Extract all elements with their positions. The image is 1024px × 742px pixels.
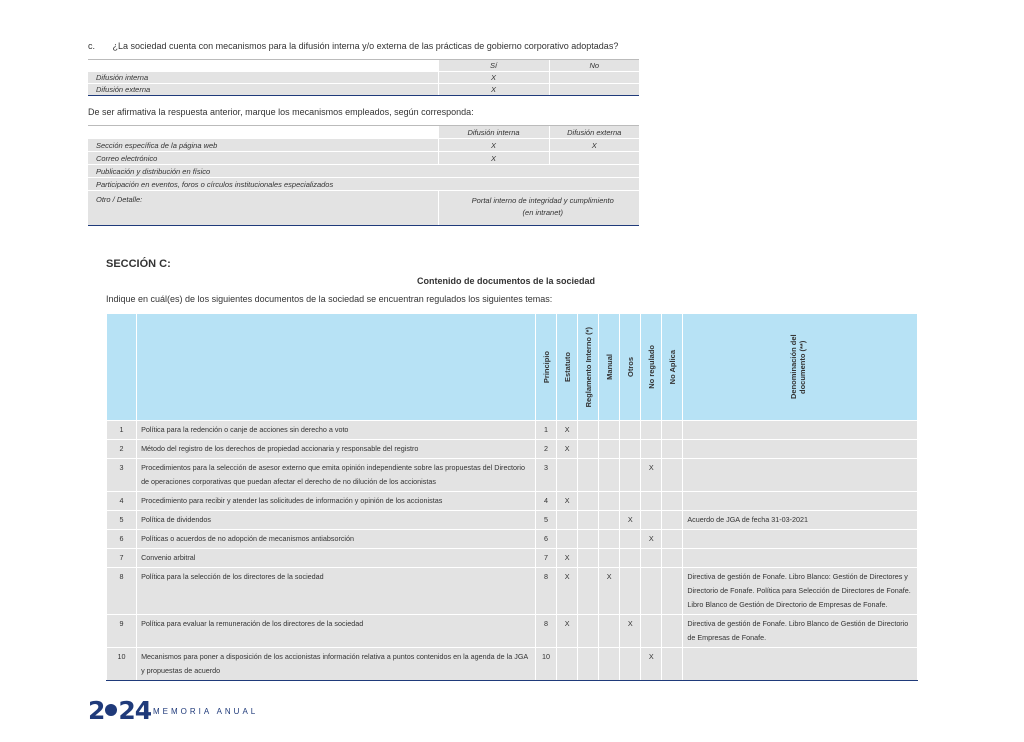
header-row (107, 314, 918, 421)
row-tema: Política de dividendos (137, 511, 536, 530)
row-label: Difusión externa (88, 84, 438, 96)
cell-denominacion: Directiva de gestión de Fonafe. Libro Blanco de Gestión de Directorio de Empresas de Fonafe. (683, 615, 918, 648)
otro-label: Otro / Detalle: (88, 191, 438, 226)
cell-no-aplica (662, 421, 683, 440)
cell-principio: 3 (536, 459, 557, 492)
cell-principio: 10 (536, 648, 557, 681)
cell-estatuto (557, 648, 578, 681)
cell-principio: 8 (536, 615, 557, 648)
row-number: 8 (107, 568, 137, 615)
cell-si: X (438, 84, 549, 96)
row-label: Publicación y distribución en físico (88, 165, 639, 178)
cell-denominacion (683, 492, 918, 511)
cell-no-aplica (662, 459, 683, 492)
col-no-header: No (549, 60, 639, 72)
cell-otros (620, 530, 641, 549)
cell-otros (620, 421, 641, 440)
cell-manual (599, 459, 620, 492)
intro-mecanismos: De ser afirmativa la respuesta anterior, marque los mecanismos empleados, según corresponda: (88, 107, 474, 117)
cell-manual (599, 421, 620, 440)
row-label: Sección específica de la página web (88, 139, 438, 152)
col-otros: Otros (620, 314, 641, 421)
otro-row (88, 191, 639, 226)
col-estatuto: Estatuto (557, 314, 578, 421)
cell-no (549, 72, 639, 84)
footer-memoria: MEMORIA ANUAL (153, 707, 259, 716)
cell-externa: X (549, 139, 639, 152)
documentos-body (107, 421, 918, 681)
cell-reglamento (578, 648, 599, 681)
mecanismos-table (88, 125, 639, 226)
cell-reglamento (578, 492, 599, 511)
col-no-aplica: No Aplica (662, 314, 683, 421)
table-row (107, 530, 918, 549)
cell-principio: 8 (536, 568, 557, 615)
cell-no-regulado (641, 568, 662, 615)
cell-otros (620, 648, 641, 681)
row-number: 6 (107, 530, 137, 549)
cell-otros (620, 440, 641, 459)
cell-manual: X (599, 568, 620, 615)
cell-manual (599, 440, 620, 459)
cell-otros (620, 459, 641, 492)
cell-interna: X (438, 139, 549, 152)
question-letter: c. (88, 41, 96, 51)
table-row (107, 421, 918, 440)
cell-no-regulado (641, 440, 662, 459)
cell-no-aplica (662, 530, 683, 549)
cell-denominacion (683, 459, 918, 492)
cell-otros (620, 568, 641, 615)
row-label: Difusión interna (88, 72, 438, 84)
row-label: Correo electrónico (88, 152, 438, 165)
cell-no-aplica (662, 615, 683, 648)
col-denominacion: Denominación del documento (**) (683, 314, 918, 421)
cell-reglamento (578, 421, 599, 440)
table-row (88, 152, 639, 165)
col-manual: Manual (599, 314, 620, 421)
cell-principio: 4 (536, 492, 557, 511)
cell-denominacion (683, 440, 918, 459)
cell-manual (599, 511, 620, 530)
cell-estatuto: X (557, 492, 578, 511)
cell-estatuto: X (557, 615, 578, 648)
cell-otros: X (620, 615, 641, 648)
row-label: Participación en eventos, foros o círculos institucionales especializados (88, 178, 639, 191)
cell-denominacion (683, 530, 918, 549)
section-title: SECCIÓN C: (106, 258, 171, 270)
cell-no (549, 84, 639, 96)
cell-principio: 1 (536, 421, 557, 440)
cell-no-regulado (641, 549, 662, 568)
otro-detalle-line1: Portal interno de integridad y cumplimiento (471, 196, 614, 205)
cell-denominacion: Acuerdo de JGA de fecha 31-03-2021 (683, 511, 918, 530)
col-reglamento: Reglamento Interno (*) (578, 314, 599, 421)
cell-manual (599, 530, 620, 549)
row-number: 4 (107, 492, 137, 511)
cell-estatuto (557, 511, 578, 530)
col-externa-header: Difusión externa (549, 126, 639, 139)
row-number: 3 (107, 459, 137, 492)
table-row (107, 492, 918, 511)
cell-denominacion (683, 648, 918, 681)
table-row (107, 568, 918, 615)
section-subtitle: Contenido de documentos de la sociedad (417, 276, 596, 286)
row-tema: Política para la redención o canje de acciones sin derecho a voto (137, 421, 536, 440)
row-number: 10 (107, 648, 137, 681)
cell-no-regulado (641, 421, 662, 440)
cell-no-aplica (662, 648, 683, 681)
table-row (107, 440, 918, 459)
cell-otros (620, 492, 641, 511)
cell-estatuto: X (557, 549, 578, 568)
table-row (88, 178, 639, 191)
row-tema: Mecanismos para poner a disposición de los accionistas información relativa a puntos contenidos en la agenda de la JGA y propuestas de acuerdo (137, 648, 536, 681)
cell-principio: 2 (536, 440, 557, 459)
cell-manual (599, 615, 620, 648)
cell-no-regulado: X (641, 459, 662, 492)
cell-si: X (438, 72, 549, 84)
cell-externa (549, 152, 639, 165)
row-number: 9 (107, 615, 137, 648)
col-si-header: Sí (438, 60, 549, 72)
cell-reglamento (578, 459, 599, 492)
row-tema: Procedimiento para recibir y atender las solicitudes de información y opinión de los accionistas (137, 492, 536, 511)
row-tema: Método del registro de los derechos de propiedad accionaria y responsable del registro (137, 440, 536, 459)
cell-no-aplica (662, 549, 683, 568)
cell-no-aplica (662, 492, 683, 511)
cell-no-aplica (662, 440, 683, 459)
cell-reglamento (578, 615, 599, 648)
cell-no-regulado (641, 492, 662, 511)
otro-detalle (438, 191, 639, 226)
col-no-regulado: No regulado (641, 314, 662, 421)
cell-reglamento (578, 511, 599, 530)
table-row (107, 459, 918, 492)
row-tema: Convenio arbitral (137, 549, 536, 568)
cell-estatuto: X (557, 568, 578, 615)
col-principio: Principio (536, 314, 557, 421)
table-row (88, 139, 639, 152)
table-row (107, 549, 918, 568)
cell-otros (620, 549, 641, 568)
cell-principio: 7 (536, 549, 557, 568)
cell-interna: X (438, 152, 549, 165)
cell-no-regulado: X (641, 530, 662, 549)
table-row (88, 72, 639, 84)
row-tema: Procedimientos para la selección de asesor externo que emita opinión independiente sobre las propuestas del Directorio de operaciones corporativas que puedan afectar el derecho de no dilución de los accionistas (137, 459, 536, 492)
cell-reglamento (578, 530, 599, 549)
cell-reglamento (578, 568, 599, 615)
question-c (88, 41, 618, 51)
cell-estatuto (557, 530, 578, 549)
table-row (107, 615, 918, 648)
row-number: 1 (107, 421, 137, 440)
table-row (107, 511, 918, 530)
cell-reglamento (578, 549, 599, 568)
difusion-table (88, 59, 639, 96)
table-row (107, 648, 918, 681)
row-number: 5 (107, 511, 137, 530)
cell-estatuto (557, 459, 578, 492)
cell-denominacion: Directiva de gestión de Fonafe. Libro Blanco: Gestión de Directores y Directorio de Fonafe. Política para Selección de Directores de Fonafe. Libro Blanco de Gestión de Directorio de Empresas de Fonafe. (683, 568, 918, 615)
col-interna-header: Difusión interna (438, 126, 549, 139)
table-row (88, 84, 639, 96)
cell-manual (599, 648, 620, 681)
cell-no-regulado (641, 615, 662, 648)
otro-detalle-line2: (en intranet) (522, 208, 563, 217)
cell-denominacion (683, 549, 918, 568)
cell-principio: 5 (536, 511, 557, 530)
cell-estatuto: X (557, 440, 578, 459)
cell-denominacion (683, 421, 918, 440)
cell-reglamento (578, 440, 599, 459)
row-tema: Política para la selección de los directores de la sociedad (137, 568, 536, 615)
row-number: 2 (107, 440, 137, 459)
row-number: 7 (107, 549, 137, 568)
cell-principio: 6 (536, 530, 557, 549)
cell-no-aplica (662, 568, 683, 615)
documentos-table (106, 313, 918, 681)
cell-estatuto: X (557, 421, 578, 440)
logo-dot-icon (105, 704, 117, 716)
year-logo: 2 24 (88, 696, 152, 725)
cell-no-regulado (641, 511, 662, 530)
intro-documentos: Indique en cuál(es) de los siguientes documentos de la sociedad se encuentran regulados los siguientes temas: (106, 294, 553, 304)
row-tema: Política para evaluar la remuneración de los directores de la sociedad (137, 615, 536, 648)
question-text: ¿La sociedad cuenta con mecanismos para la difusión interna y/o externa de las prácticas de gobierno corporativo adoptadas? (112, 41, 619, 51)
row-tema: Políticas o acuerdos de no adopción de mecanismos antiabsorción (137, 530, 536, 549)
cell-otros: X (620, 511, 641, 530)
cell-no-regulado: X (641, 648, 662, 681)
cell-manual (599, 549, 620, 568)
cell-no-aplica (662, 511, 683, 530)
cell-manual (599, 492, 620, 511)
table-row (88, 165, 639, 178)
